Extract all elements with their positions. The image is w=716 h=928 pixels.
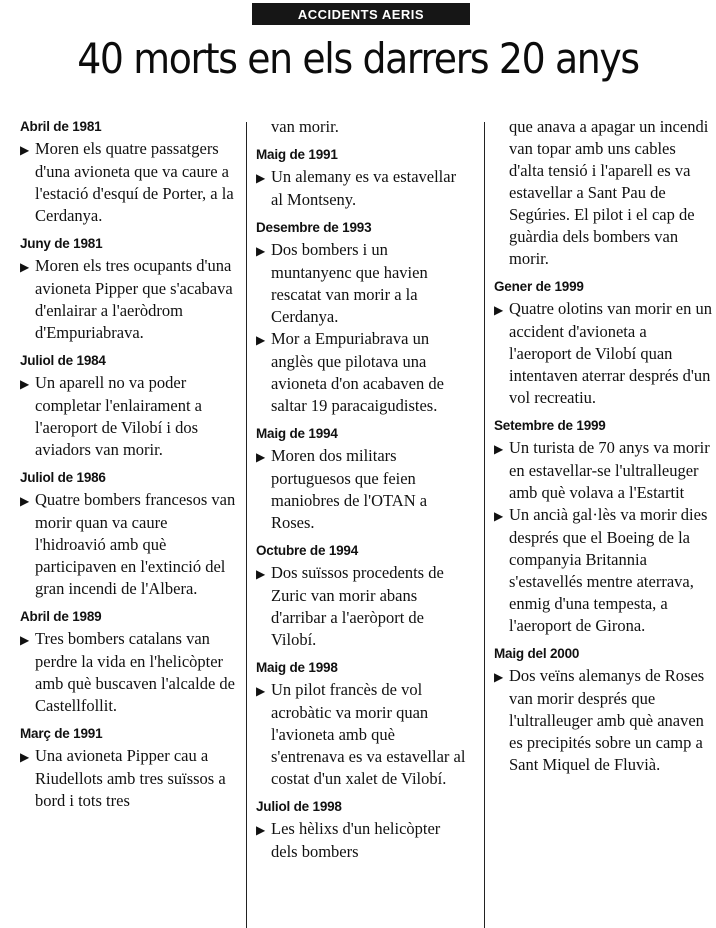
- triangle-bullet-icon: ▶: [494, 442, 504, 456]
- entry-date: Gener de 1999: [494, 279, 584, 294]
- entry: [494, 504, 712, 637]
- triangle-bullet-icon: ▶: [20, 750, 30, 764]
- entry-text: Una avioneta Pipper cau a Riudellots amb tres suïssos a bord i tots tres: [35, 746, 226, 810]
- entry: [256, 679, 468, 790]
- entry-date: Juliol de 1986: [20, 470, 106, 485]
- entry-text: Un alemany es va estavellar al Montseny.: [271, 167, 457, 209]
- entry: [494, 298, 712, 409]
- entry-text: Les hèlixs d'un helicòpter dels bombers: [271, 819, 441, 861]
- triangle-bullet-icon: ▶: [494, 303, 504, 317]
- entry-text: Quatre bombers francesos van morir quan va caure l'hidroavió amb què participaven en l'extinció del gran incendi de l'Albera.: [35, 490, 236, 598]
- entry: [256, 166, 468, 211]
- entry-date: Abril de 1981: [20, 119, 102, 134]
- triangle-bullet-icon: ▶: [256, 450, 266, 464]
- triangle-bullet-icon: ▶: [20, 143, 30, 157]
- triangle-bullet-icon: ▶: [20, 377, 30, 391]
- triangle-bullet-icon: ▶: [494, 509, 504, 523]
- column-divider: [246, 122, 247, 928]
- triangle-bullet-icon: ▶: [256, 333, 266, 347]
- column-3: [494, 116, 712, 776]
- entry: [256, 562, 468, 651]
- entry: [256, 818, 468, 863]
- entry: [20, 489, 238, 600]
- triangle-bullet-icon: ▶: [494, 670, 504, 684]
- entry-text: Quatre olotins van morir en un accident d'avioneta a l'aeroport de Vilobí quan intentaven aterrar després d'un vol recreatiu.: [509, 299, 712, 407]
- entry-text: Moren els tres ocupants d'una avioneta Pipper que s'acabava d'enlairar a l'aeròdrom d'Empuriabrava.: [35, 256, 233, 342]
- entry-text: Dos veïns alemanys de Roses van morir després que l'ultralleuger amb què anaven es precipités sobre un camp a Sant Miquel de Fluvià.: [509, 666, 705, 774]
- entry-text: Moren dos militars portuguesos que feien maniobres de l'OTAN a Roses.: [271, 446, 428, 532]
- entry-date: Abril de 1989: [20, 609, 102, 624]
- entry: [256, 239, 468, 328]
- column-2: [256, 116, 468, 863]
- entry-text: Tres bombers catalans van perdre la vida en l'helicòpter amb què buscaven l'alcalde de Castellfollit.: [35, 629, 235, 715]
- triangle-bullet-icon: ▶: [256, 823, 266, 837]
- entry-text: Mor a Empuriabrava un anglès que pilotava una avioneta d'on acabaven de saltar 19 paracaigudistes.: [271, 329, 444, 415]
- entry: [20, 138, 238, 227]
- entry-date: Maig de 1994: [256, 426, 338, 441]
- triangle-bullet-icon: ▶: [20, 633, 30, 647]
- entry-text: Un pilot francès de vol acrobàtic va morir quan l'avioneta amb què s'entrenava es va estavellar al costat d'un xalet de Vilobí.: [271, 680, 466, 788]
- entry-date: Maig de 1991: [256, 147, 338, 162]
- continued-text: van morir.: [271, 117, 339, 136]
- entry-date: Març de 1991: [20, 726, 103, 741]
- column-1: [20, 116, 238, 812]
- entry-date: Juliol de 1998: [256, 799, 342, 814]
- entry-text: Un aparell no va poder completar l'enlairament a l'aeroport de Vilobí i dos aviadors van morir.: [35, 373, 202, 459]
- entry-date: Juny de 1981: [20, 236, 103, 251]
- triangle-bullet-icon: ▶: [20, 260, 30, 274]
- entry: [20, 255, 238, 344]
- entry: [20, 628, 238, 717]
- entry-date: Maig del 2000: [494, 646, 580, 661]
- triangle-bullet-icon: ▶: [256, 567, 266, 581]
- entry: [256, 328, 468, 417]
- entry-text: Dos suïssos procedents de Zuric van morir abans d'arribar a l'aeròport de Vilobí.: [271, 563, 444, 649]
- triangle-bullet-icon: ▶: [256, 171, 266, 185]
- entry-text: Un turista de 70 anys va morir en estavellar-se l'ultralleuger amb què volava a l'Estartit: [509, 438, 710, 502]
- entry-date: Maig de 1998: [256, 660, 338, 675]
- triangle-bullet-icon: ▶: [256, 684, 266, 698]
- headline: 40 morts en els darrers 20 anys: [77, 34, 639, 83]
- entry-date: Desembre de 1993: [256, 220, 372, 235]
- triangle-bullet-icon: ▶: [256, 244, 266, 258]
- entry: [256, 445, 468, 534]
- continued-text: que anava a apagar un incendi van topar amb uns cables d'alta tensió i l'aparell es va estavellar a Sant Pau de Segúries. El pilot i el cap de guàrdia dels bombers van morir.: [509, 117, 709, 268]
- section-tag: ACCIDENTS AERIS: [252, 3, 470, 25]
- entry: [20, 745, 238, 812]
- column-divider: [484, 122, 485, 928]
- entry: [20, 372, 238, 461]
- entry-date: Octubre de 1994: [256, 543, 359, 558]
- entry: [494, 665, 712, 776]
- triangle-bullet-icon: ▶: [20, 494, 30, 508]
- entry-text: Moren els quatre passatgers d'una avioneta que va caure a l'estació d'esquí de Porter, a la Cerdanya.: [35, 139, 234, 225]
- entry: [494, 437, 712, 504]
- entry-text: Dos bombers i un muntanyenc que havien rescatat van morir a la Cerdanya.: [271, 240, 428, 326]
- entry-text: Un ancià gal·lès va morir dies després que el Boeing de la companyia Britannia s'estavellés mentre aterrava, enmig d'una tempesta, a l'aeroport de Girona.: [509, 505, 708, 635]
- entry-date: Setembre de 1999: [494, 418, 606, 433]
- entry-date: Juliol de 1984: [20, 353, 106, 368]
